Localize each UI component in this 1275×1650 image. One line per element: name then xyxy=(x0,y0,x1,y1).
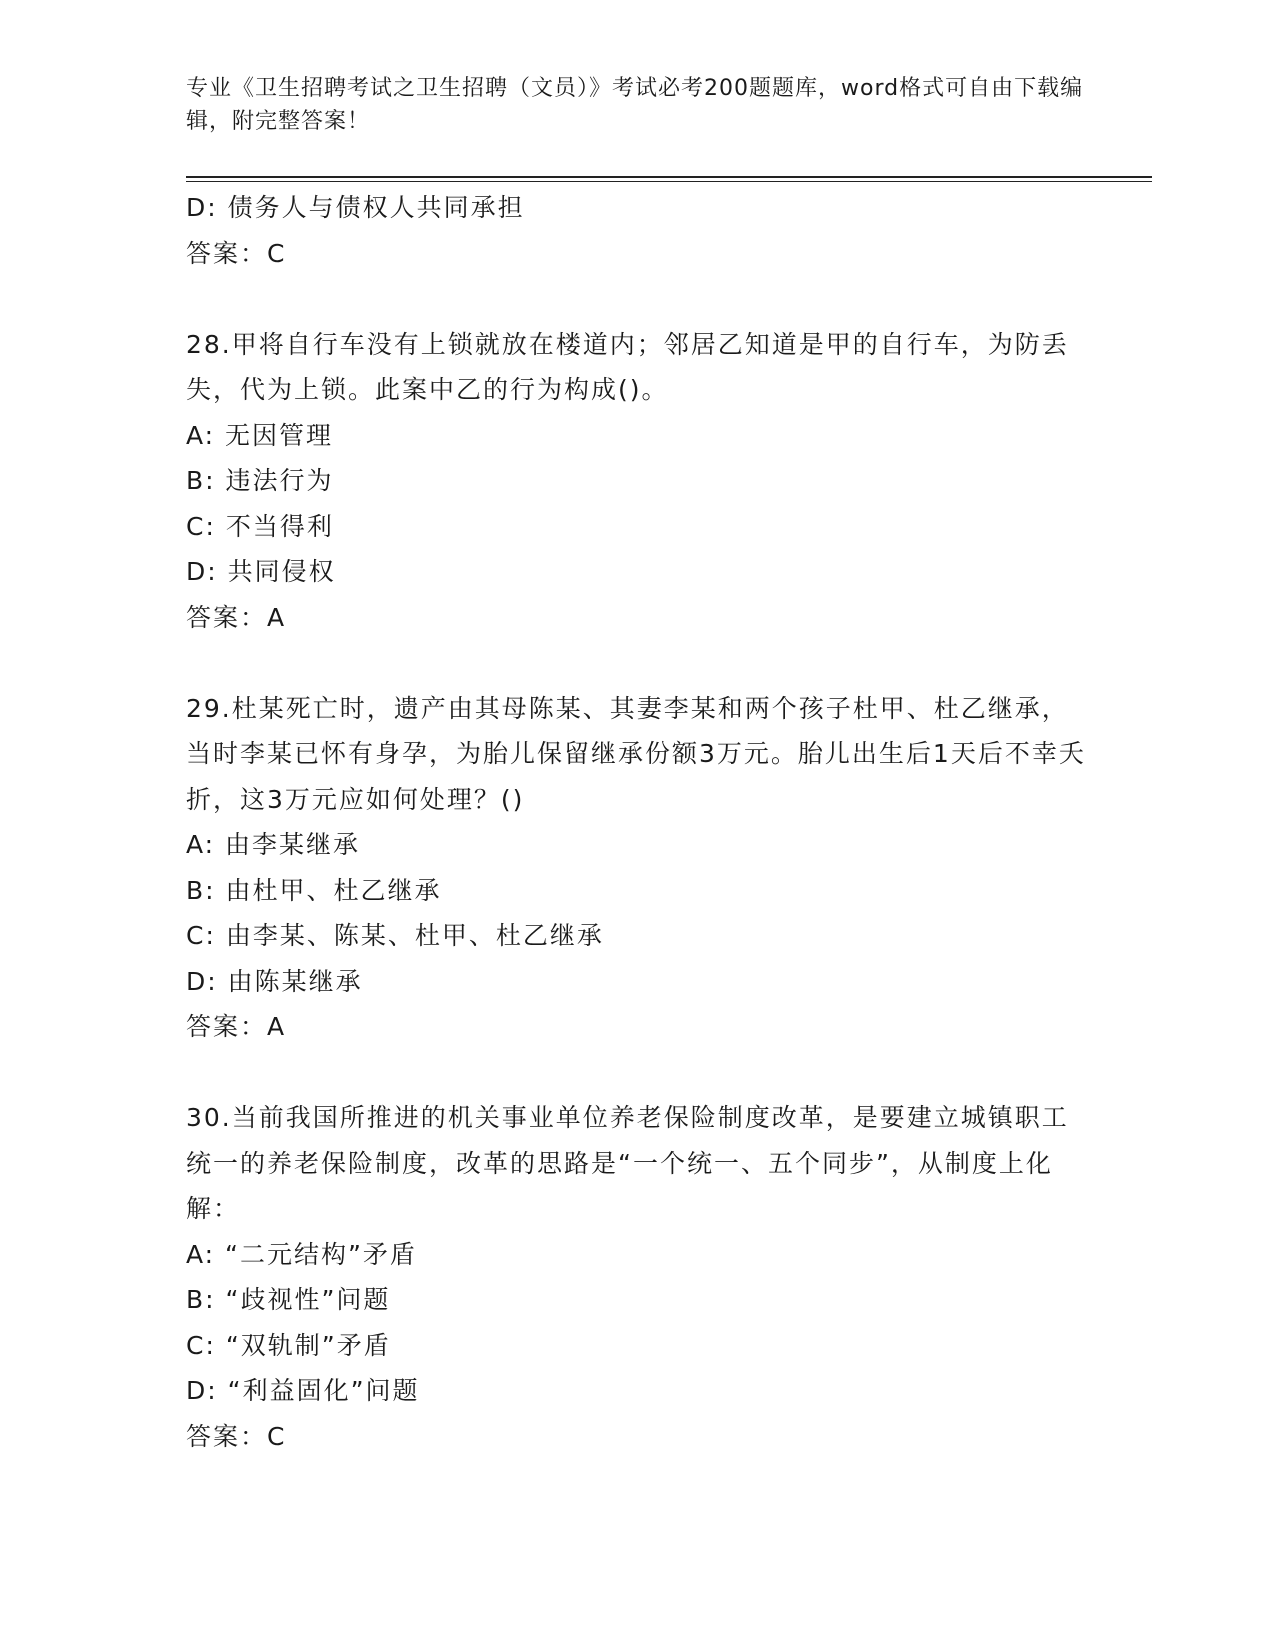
question-30 xyxy=(186,1095,1086,1459)
header-divider-thick xyxy=(186,176,1152,178)
option-d: D: “利益固化”问题 xyxy=(186,1376,420,1405)
option-b: B: “歧视性”问题 xyxy=(186,1285,391,1314)
option-d: D: 共同侵权 xyxy=(186,557,336,586)
question-29 xyxy=(186,686,1086,1050)
option-c: C: 由李某、陈某、杜甲、杜乙继承 xyxy=(186,921,604,950)
option-b: B: 由杜甲、杜乙继承 xyxy=(186,875,442,905)
option-d: D: 由陈某继承 xyxy=(186,966,363,996)
document-header: 专业《卫生招聘考试之卫生招聘（文员）》考试必考200题题库，word格式可自由下载编辑，附完整答案！ xyxy=(186,76,1084,134)
prev-option-d: D: 债务人与债权人共同承担 xyxy=(186,193,525,222)
header-divider-thin xyxy=(186,181,1152,182)
option-c: C: “双轨制”矛盾 xyxy=(186,1330,391,1360)
option-a: A: 由李某继承 xyxy=(186,830,361,859)
question-stem: 29.杜某死亡时，遗产由其母陈某、其妻李某和两个孩子杜甲、杜乙继承，当时李某已怀有身孕，为胎儿保留继承份额3万元。胎儿出生后1天后不幸夭折，这3万元应如何处理？() xyxy=(186,693,1086,814)
prev-answer: 答案：C xyxy=(186,238,287,268)
answer: 答案：C xyxy=(186,1421,287,1451)
answer: 答案：A xyxy=(186,1012,287,1041)
question-stem: 28.甲将自行车没有上锁就放在楼道内；邻居乙知道是甲的自行车，为防丢失，代为上锁。此案中乙的行为构成()。 xyxy=(186,329,1069,404)
answer: 答案：A xyxy=(186,602,287,632)
option-c: C: 不当得利 xyxy=(186,511,334,541)
option-a: A: “二元结构”矛盾 xyxy=(186,1239,417,1269)
option-a: A: 无因管理 xyxy=(186,420,334,450)
question-stem: 30.当前我国所推进的机关事业单位养老保险制度改革，是要建立城镇职工统一的养老保险制度，改革的思路是“一个统一、五个同步”，从制度上化解： xyxy=(186,1103,1069,1223)
option-b: B: 违法行为 xyxy=(186,466,334,495)
document-body xyxy=(186,185,1086,1459)
question-28 xyxy=(186,322,1086,641)
